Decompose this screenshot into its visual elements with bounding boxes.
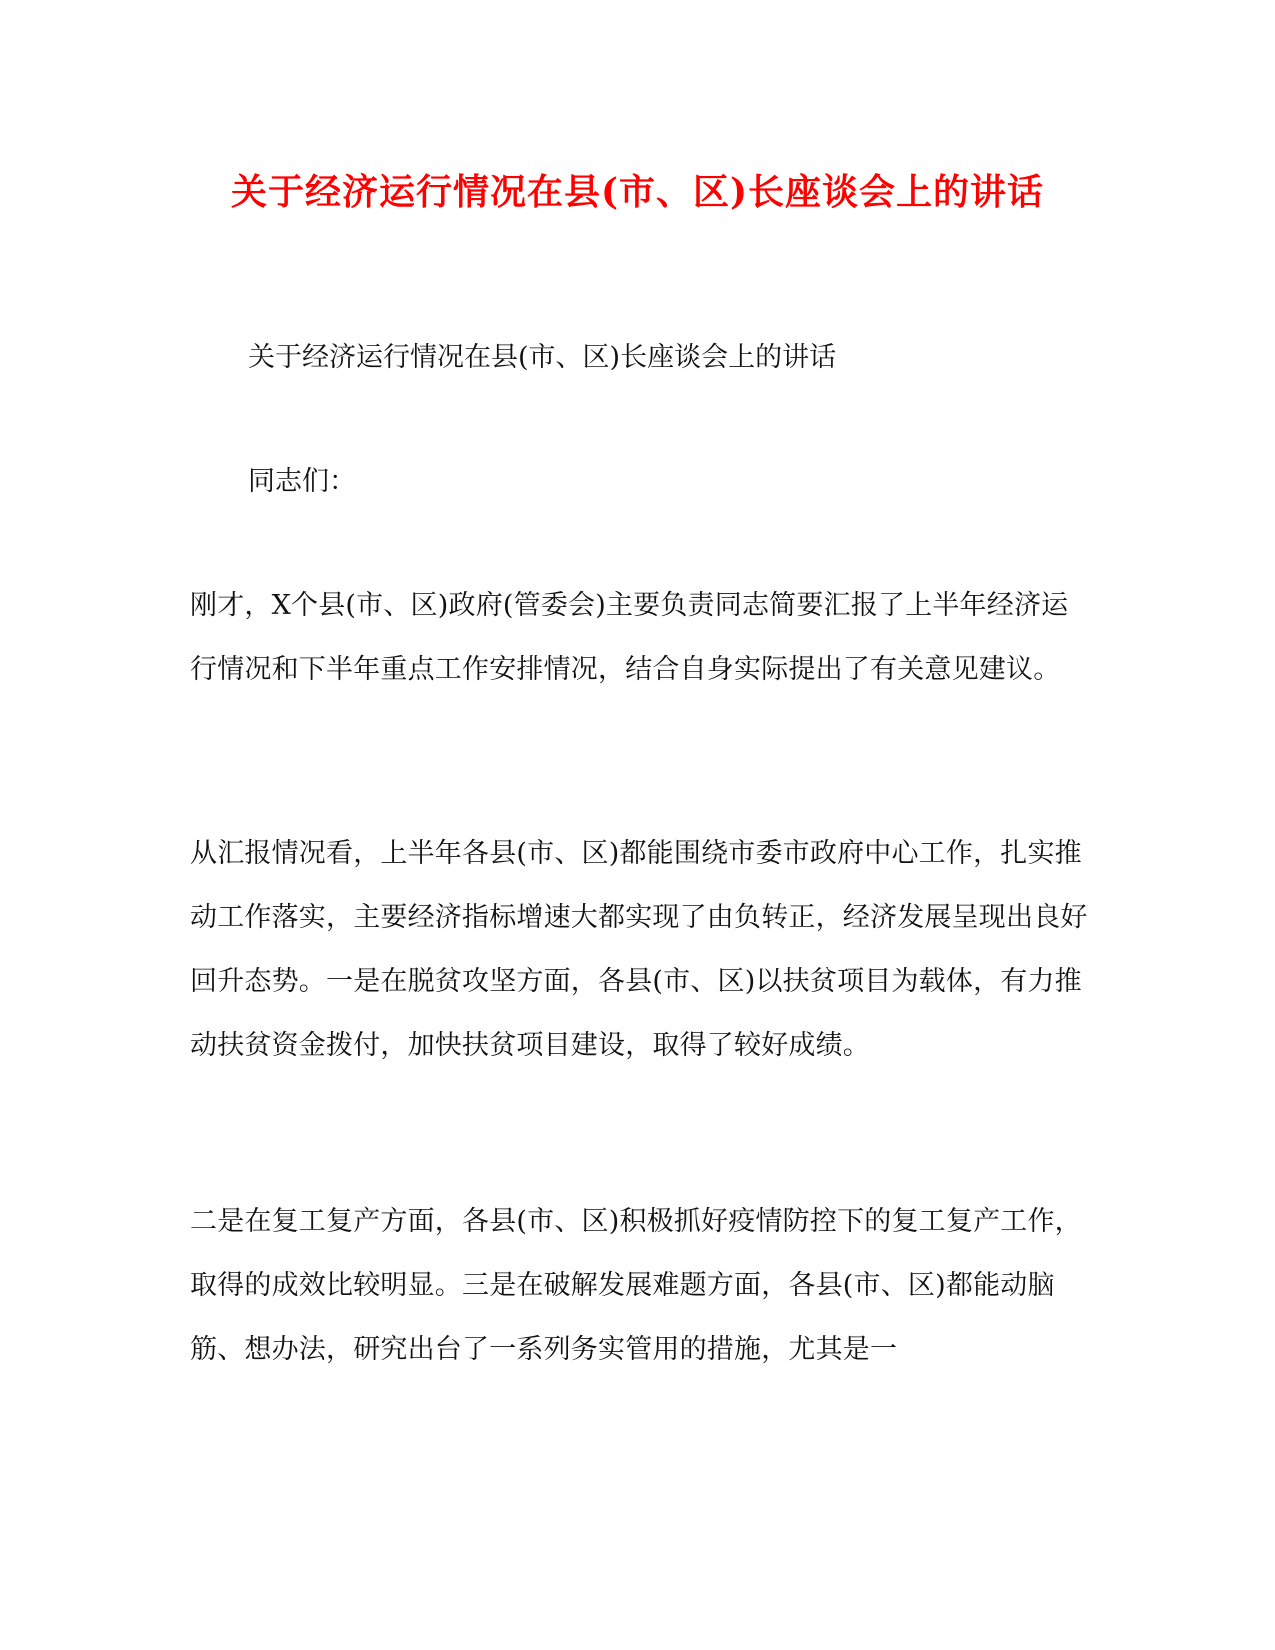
paragraph-1: 刚才，X个县(市、区)政府(管委会)主要负责同志简要汇报了上半年经济运行情况和下半年重点工作安排情况，结合自身实际提出了有关意见建议。 — [190, 590, 1069, 685]
paragraph-3: 二是在复工复产方面，各县(市、区)积极抓好疫情防控下的复工复产工作，取得的成效比较明显。三是在破解发展难题方面，各县(市、区)都能动脑筋、想办法，研究出台了一系列务实管用的措施，尤其是一 — [190, 1206, 1082, 1365]
document-subtitle: 关于经济运行情况在县(市、区)长座谈会上的讲话 — [248, 342, 837, 373]
salutation: 同志们： — [248, 466, 356, 497]
paragraph-2: 从汇报情况看，上半年各县(市、区)都能围绕市委市政府中心工作，扎实推动工作落实，主要经济指标增速大都实现了由负转正，经济发展呈现出良好回升态势。一是在脱贫攻坚方面，各县(市、区)以扶贫项目为载体，有力推动扶贫资金拨付，加快扶贫项目建设，取得了较好成绩。 — [190, 838, 1088, 1061]
document-title: 关于经济运行情况在县(市、区)长座谈会上的讲话 — [230, 171, 1045, 213]
